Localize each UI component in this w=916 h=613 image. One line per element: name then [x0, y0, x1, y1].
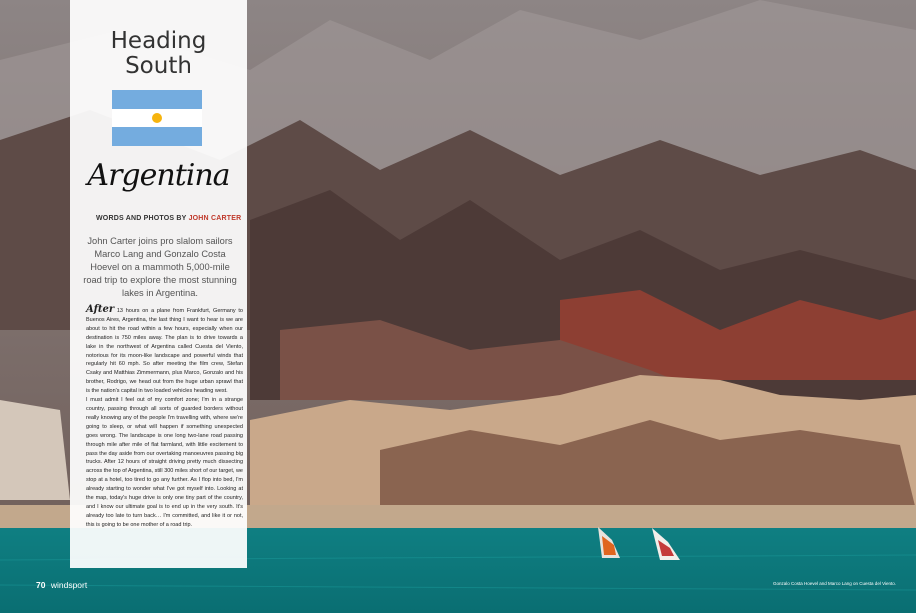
photo-caption: Gonzalo Costa Hoevel and Marco Lang on Cuesta del Viento. [773, 581, 896, 586]
title-line-1: Heading [110, 28, 207, 54]
byline [96, 215, 246, 222]
paragraph-1-text: 13 hours on a plane from Frankfurt, Germany to Buenos Aires, Argentina, the last thing I want to hear is we are about to hit the road within a few hours, especially when our destination is 750 miles away. The plan is to drive towards a lake in the northwest of Argentina called Cuesta del Viento, notorious for its moon-like landscape and powerful winds that regularly hit 60 mph. So after meeting the film crew, Stefan Csaky and Matthias Zimmermann, plus Marco, Gonzalo and his brother, Rodrigo, we head out from the huge urban sprawl that is the nation's capital in two loaded vehicles heading west. [86, 308, 243, 395]
folio [36, 580, 87, 590]
paragraph-2: I must admit I feel out of my comfort zone; I'm in a strange country, passing through all sorts of guarded borders without really knowing any of the people I'm travelling with, where we're going to sleep, or what will happen if something unexpected goes wrong. The landscape is one long two-lane road passing through mile after mile of flat farmland, with little excitement to pass the day aside from our overtaking manoeuvres passing big trucks. After 12 hours of straight driving pretty much dissecting across the top of Argentina, still 300 miles short of our target, we stop at a hotel, too tired to go any further. As I flop into bed, I'm already starting to wonder what I've got myself into. Looking at the map, today's huge drive is only one tiny part of the country, and I know our ultimate goal is to end up in the very south. It's already too late to turn back… I'm committed, and like it or not, this is going to be one mother of a road trip. [86, 397, 243, 528]
article-body [86, 306, 243, 530]
page-number: 70 [36, 580, 46, 590]
article-panel [70, 0, 247, 568]
title-line-2: South [125, 53, 192, 79]
byline-prefix: WORDS AND PHOTOS BY [96, 215, 187, 222]
magazine-name: windsport [50, 580, 88, 590]
standfirst: John Carter joins pro slalom sailors Marco Lang and Gonzalo Costa Hoevel on a mammoth 5,000-mile road trip to explore the most stunning lakes in Argentina. [83, 236, 237, 298]
byline-name: JOHN CARTER [188, 215, 242, 222]
script-title: Argentina [87, 158, 230, 193]
paragraph-1 [86, 306, 243, 396]
argentina-flag-icon [112, 90, 202, 146]
dropcap: After [86, 304, 115, 315]
